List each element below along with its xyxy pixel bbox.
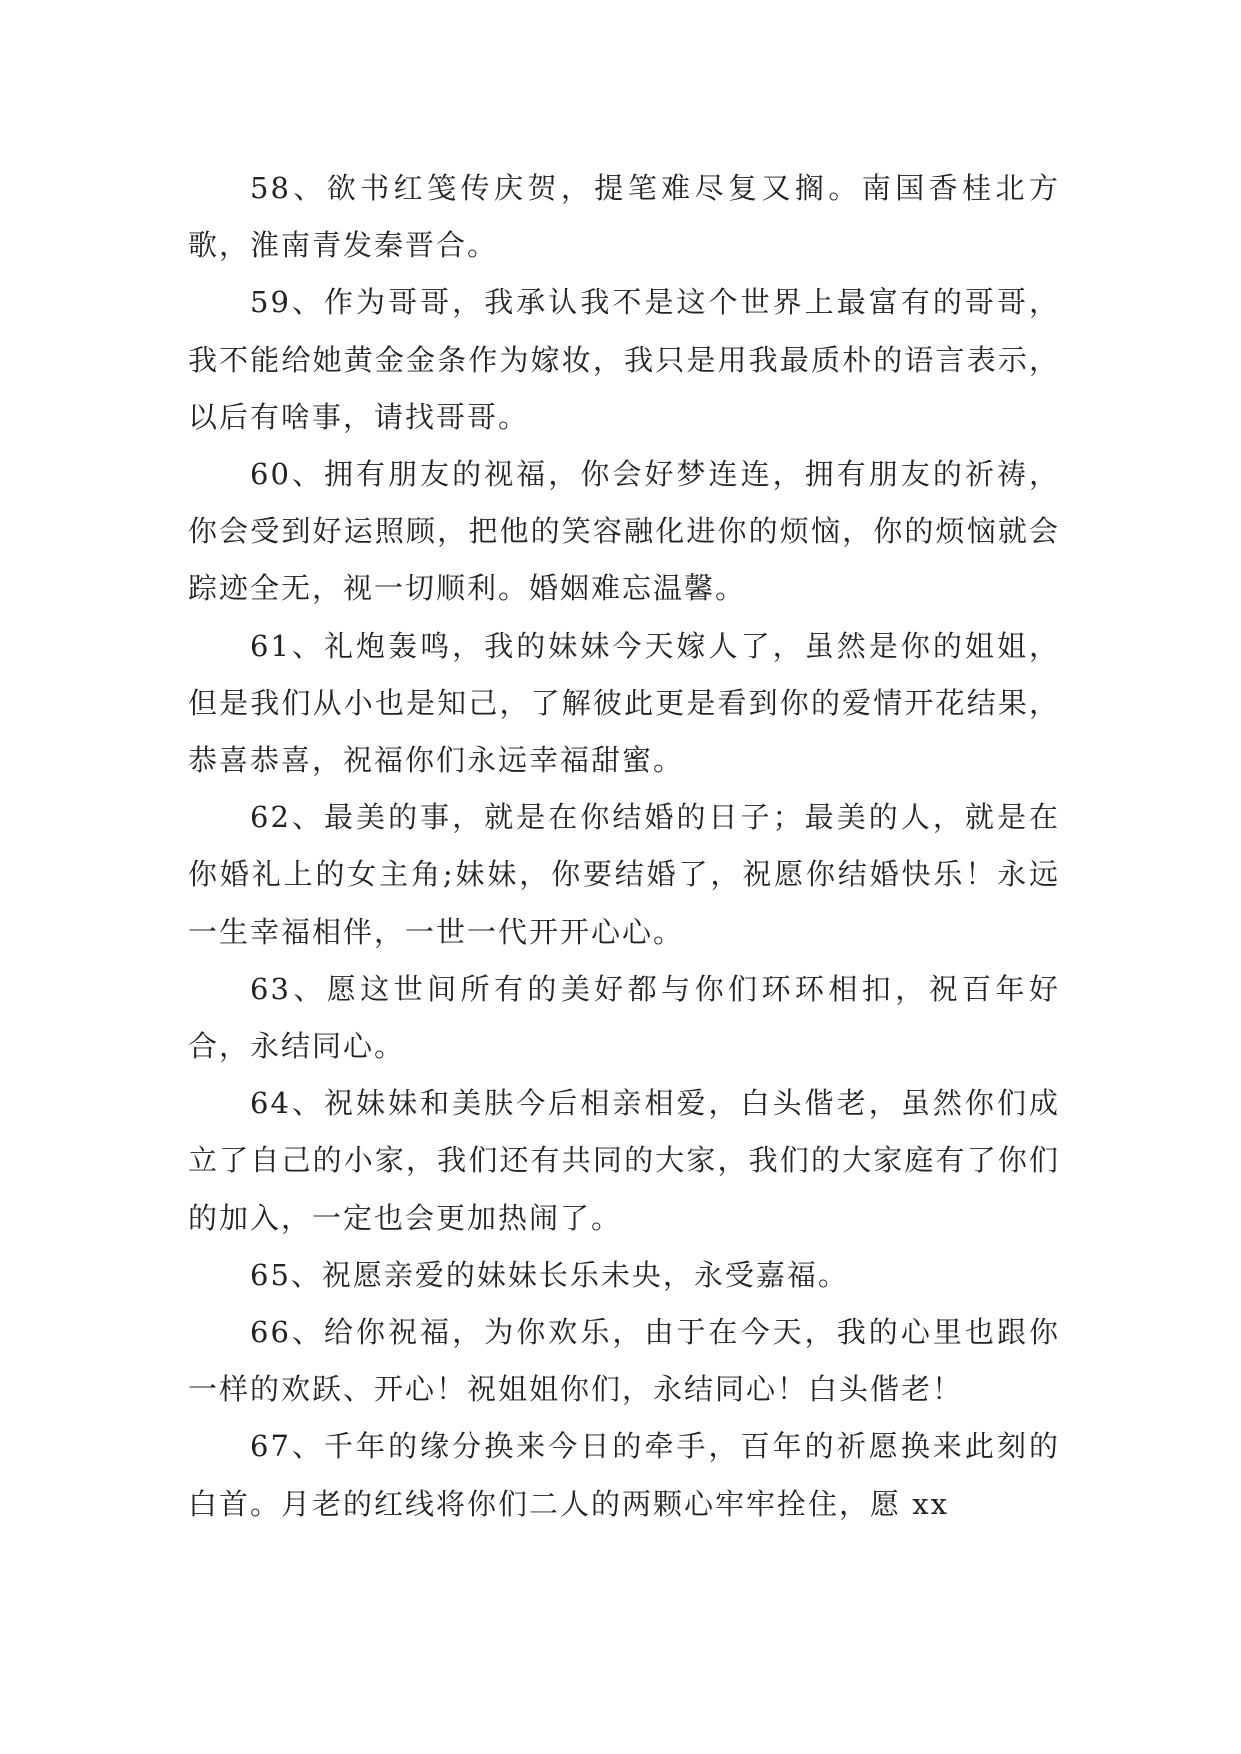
paragraph-59: 59、作为哥哥，我承认我不是这个世界上最富有的哥哥，我不能给她黄金金条作为嫁妆，我只是用我最质朴的语言表示，以后有啥事，请找哥哥。: [188, 285, 1060, 434]
paragraph-67: 67、千年的缘分换来今日的牵手，百年的祈愿换来此刻的白首。月老的红线将你们二人的两颗心牢牢拴住，愿 xx: [188, 1429, 1060, 1521]
paragraph-58: 58、欲书红笺传庆贺，提笔难尽复又搁。南国香桂北方歌，淮南青发秦晋合。: [188, 171, 1060, 263]
paragraph-66: 66、给你祝福，为你欢乐，由于在今天，我的心里也跟你一样的欢跃、开心！祝姐姐你们，永结同心！白头偕老！: [188, 1315, 1060, 1407]
document-body: [188, 160, 1060, 1533]
paragraph-64: 64、祝妹妹和美肤今后相亲相爱，白头偕老，虽然你们成立了自己的小家，我们还有共同的大家，我们的大家庭有了你们的加入，一定也会更加热闹了。: [188, 1086, 1060, 1235]
paragraph-63: 63、愿这世间所有的美好都与你们环环相扣，祝百年好合，永结同心。: [188, 971, 1060, 1064]
paragraph-65: 65、祝愿亲爱的妹妹长乐未央，永受嘉福。: [250, 1257, 849, 1292]
paragraph-62: 62、最美的事，就是在你结婚的日子；最美的人，就是在你婚礼上的女主角;妹妹，你要结婚了，祝愿你结婚快乐！永远一生幸福相伴，一世一代开开心心。: [188, 800, 1060, 949]
paragraph-61: 61、礼炮轰鸣，我的妹妹今天嫁人了，虽然是你的姐姐，但是我们从小也是知己，了解彼此更是看到你的爱情开花结果，恭喜恭喜，祝福你们永远幸福甜蜜。: [188, 628, 1060, 778]
paragraph-60: 60、拥有朋友的视福，你会好梦连连，拥有朋友的祈祷，你会受到好运照顾，把他的笑容融化进你的烦恼，你的烦恼就会踪迹全无，视一切顺利。婚姻难忘温馨。: [188, 457, 1060, 606]
